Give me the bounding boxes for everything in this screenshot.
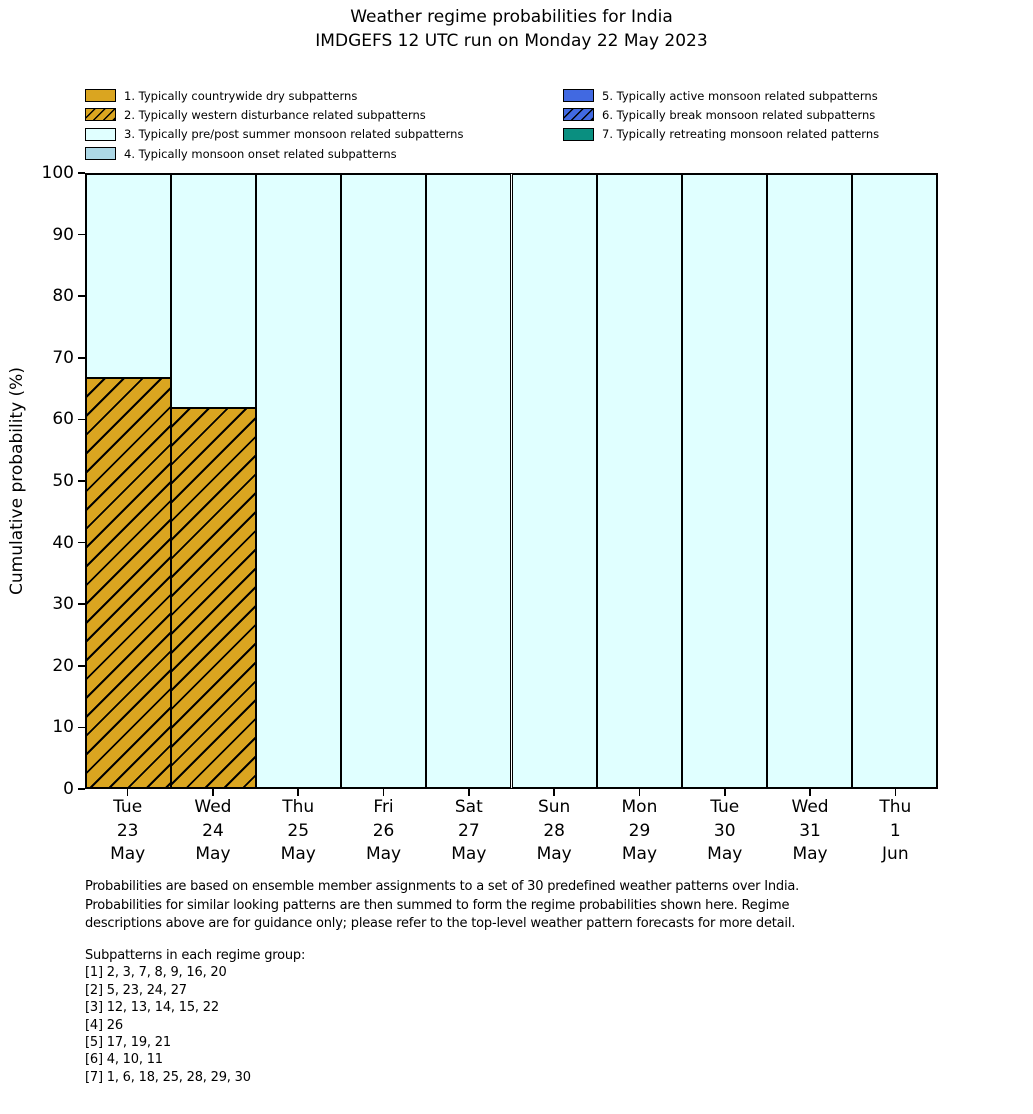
x-tick-mark — [895, 789, 897, 796]
footer-description-line: Probabilities are based on ensemble member assignments to a set of 30 predefined weather patterns over India. — [85, 879, 800, 894]
x-tick-label — [256, 796, 341, 867]
y-tick-label: 50 — [52, 471, 74, 491]
y-tick-label: 10 — [52, 717, 74, 738]
y-tick-label: 20 — [52, 655, 74, 676]
legend-item — [563, 86, 879, 105]
legend-label: 5. Typically active monsoon related subpatterns — [602, 88, 878, 103]
bar — [512, 174, 597, 788]
y-tick-mark — [78, 665, 85, 667]
x-tick-label-line: Thu — [879, 797, 912, 817]
subpattern-line: [2] 5, 23, 24, 27 — [85, 982, 187, 998]
legend-swatch-hatched-icon — [85, 108, 116, 121]
y-tick-mark — [78, 295, 85, 297]
x-tick-label-line: May — [792, 844, 828, 864]
bar-segment — [86, 378, 171, 788]
legend-label: 7. Typically retreating monsoon related patterns — [602, 127, 880, 142]
bar-segment — [256, 174, 341, 788]
y-tick-mark — [78, 788, 85, 790]
x-tick-mark — [383, 789, 385, 796]
y-tick-label: 70 — [52, 347, 74, 368]
legend-item — [85, 144, 463, 163]
x-tick-label-line: May — [621, 844, 658, 864]
subpattern-line: [4] 26 — [85, 1017, 123, 1033]
legend-item — [85, 105, 463, 124]
legend-label: 4. Typically monsoon onset related subpatterns — [124, 146, 397, 161]
legend-swatch-icon — [85, 128, 116, 141]
bar — [852, 174, 937, 788]
x-tick-label-line: 23 — [116, 820, 139, 841]
x-tick-label-line: 1 — [889, 820, 901, 841]
chart-title: Weather regime probabilities for India — [350, 7, 673, 27]
y-tick-mark — [78, 234, 85, 236]
legend-item — [85, 86, 463, 105]
x-tick-label-line: 31 — [799, 820, 821, 841]
x-tick-label-line: 24 — [202, 820, 224, 841]
x-tick-label-line: 25 — [287, 820, 310, 841]
y-tick-label: 30 — [52, 594, 74, 615]
x-tick-label-line: Tue — [710, 797, 740, 817]
x-tick-label — [85, 796, 170, 867]
bar-segment — [852, 174, 937, 788]
legend-column-right — [563, 86, 879, 144]
x-tick-label-line: May — [280, 844, 316, 864]
bar-segment — [341, 174, 426, 788]
x-tick-mark — [809, 789, 811, 796]
x-tick-label-line: May — [707, 844, 743, 864]
subpattern-line: [6] 4, 10, 11 — [85, 1052, 163, 1068]
x-tick-label — [597, 796, 682, 867]
y-tick-mark — [78, 603, 85, 605]
x-tick-label-line: Tue — [113, 797, 143, 817]
y-tick-mark — [78, 419, 85, 421]
bar — [171, 174, 256, 788]
y-tick-mark — [78, 727, 85, 729]
bar — [597, 174, 682, 788]
bar-segment — [86, 174, 171, 378]
x-tick-label-line: Wed — [791, 797, 829, 817]
legend-swatch-icon — [85, 147, 116, 160]
x-tick-mark — [468, 789, 470, 796]
legend-label: 3. Typically pre/post summer monsoon related subpatterns — [124, 127, 464, 142]
subpatterns-block — [85, 947, 305, 1086]
bar-segment — [171, 408, 256, 788]
bar-segment — [597, 174, 682, 788]
y-tick-label: 100 — [41, 163, 74, 183]
legend-swatch-icon — [85, 89, 116, 102]
y-tick-mark — [78, 172, 85, 174]
y-axis-label: Cumulative probability (%) — [7, 367, 27, 595]
legend-item — [563, 105, 879, 124]
subpattern-line: [7] 1, 6, 18, 25, 28, 29, 30 — [85, 1069, 251, 1085]
y-tick-label: 80 — [52, 286, 74, 307]
bar — [256, 174, 341, 788]
subpattern-line: [5] 17, 19, 21 — [85, 1035, 171, 1051]
y-tick-label: 40 — [52, 532, 74, 553]
x-tick-label — [426, 796, 511, 867]
chart-title-block — [85, 5, 938, 53]
x-tick-label-line: Wed — [194, 797, 232, 817]
x-tick-label-line: May — [110, 844, 146, 864]
bar — [86, 174, 171, 788]
legend-column-left — [85, 86, 463, 163]
x-tick-label-line: 29 — [628, 820, 651, 841]
bar — [682, 174, 767, 788]
x-tick-label-line: Fri — [373, 797, 394, 817]
x-tick-label-line: 28 — [543, 820, 565, 841]
legend-item — [563, 125, 879, 144]
legend-item — [85, 125, 463, 144]
x-tick-mark — [297, 789, 299, 796]
x-tick-label-line: May — [365, 844, 402, 864]
x-tick-mark — [553, 789, 555, 796]
x-tick-label-line: 27 — [458, 820, 480, 841]
y-tick-mark — [78, 357, 85, 359]
x-tick-label — [512, 796, 597, 867]
footer-description — [85, 878, 799, 934]
y-tick-label: 60 — [52, 409, 74, 430]
x-tick-label — [170, 796, 255, 867]
x-tick-label — [767, 796, 852, 867]
x-tick-label-line: May — [195, 844, 231, 864]
bar-segment — [767, 174, 852, 788]
bar — [426, 174, 511, 788]
bar — [767, 174, 852, 788]
x-tick-label-line: 30 — [713, 820, 736, 841]
footer-description-line: descriptions above are for guidance only; please refer to the top-level weather pattern forecasts for more detail. — [85, 916, 796, 932]
x-tick-mark — [724, 789, 726, 796]
x-tick-label — [341, 796, 426, 867]
bar — [341, 174, 426, 788]
legend-swatch-icon — [563, 89, 594, 102]
legend-label: 2. Typically western disturbance related subpatterns — [124, 107, 426, 122]
chart-subtitle: IMDGEFS 12 UTC run on Monday 22 May 2023 — [315, 31, 708, 51]
y-tick-label: 90 — [52, 224, 74, 245]
x-tick-label-line: Sat — [454, 797, 483, 817]
y-tick-mark — [78, 480, 85, 482]
y-tick-mark — [78, 542, 85, 544]
x-tick-label-line: Thu — [282, 797, 315, 817]
x-tick-label — [682, 796, 767, 867]
legend-label: 6. Typically break monsoon related subpatterns — [602, 107, 876, 122]
subpattern-line: [1] 2, 3, 7, 8, 9, 16, 20 — [85, 965, 227, 981]
footer-description-line: Probabilities for similar looking patterns are then summed to form the regime probabilities shown here. Regime — [85, 897, 790, 913]
x-tick-label-line: Sun — [537, 797, 571, 817]
x-tick-mark — [639, 789, 641, 796]
bar-segment — [682, 174, 767, 788]
x-tick-label — [853, 796, 938, 867]
x-tick-label-line: May — [536, 844, 572, 864]
y-tick-label: 0 — [63, 779, 74, 799]
x-tick-label-line: May — [451, 844, 487, 864]
x-tick-mark — [212, 789, 214, 796]
x-tick-mark — [127, 789, 129, 796]
bar-segment — [512, 174, 597, 788]
x-tick-label-line: Jun — [882, 844, 909, 864]
plot-area — [85, 173, 938, 789]
bar-segment — [426, 174, 511, 788]
x-tick-label-line: 26 — [372, 820, 395, 841]
subpatterns-title: Subpatterns in each regime group: — [85, 948, 306, 963]
bar-segment — [171, 174, 256, 408]
legend-swatch-hatched-icon — [563, 108, 594, 121]
x-tick-label-line: Mon — [621, 797, 658, 817]
legend-swatch-icon — [563, 128, 594, 141]
subpattern-line: [3] 12, 13, 14, 15, 22 — [85, 1000, 219, 1016]
legend-label: 1. Typically countrywide dry subpatterns — [124, 88, 358, 103]
